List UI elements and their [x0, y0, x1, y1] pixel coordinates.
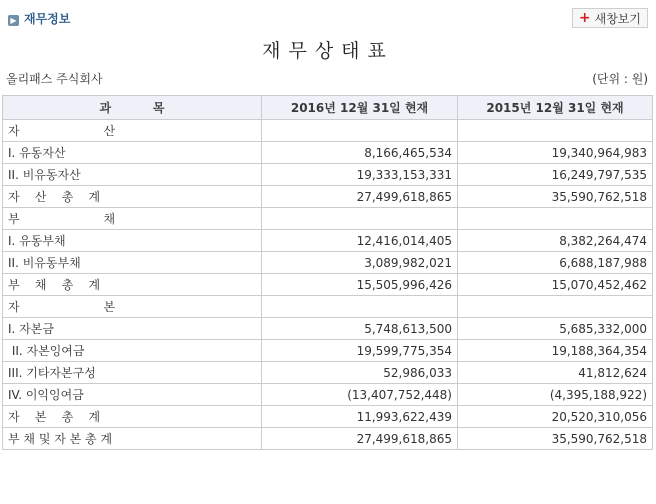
value-2015: 8,382,264,474	[458, 230, 653, 252]
value-2015: 35,590,762,518	[458, 186, 653, 208]
value-2015: 20,520,310,056	[458, 406, 653, 428]
value-2015: 19,340,964,983	[458, 142, 653, 164]
account-label: 자 본	[3, 296, 262, 318]
value-2016: 52,986,033	[262, 362, 458, 384]
value-2015	[458, 120, 653, 142]
value-2015	[458, 208, 653, 230]
value-2015: (4,395,188,922)	[458, 384, 653, 406]
value-2016: 27,499,618,865	[262, 186, 458, 208]
value-2016: 27,499,618,865	[262, 428, 458, 450]
value-2015	[458, 296, 653, 318]
value-2015: 15,070,452,462	[458, 274, 653, 296]
account-label: III. 기타자본구성	[3, 362, 262, 384]
account-label: IV. 이익잉여금	[3, 384, 262, 406]
value-2016: (13,407,752,448)	[262, 384, 458, 406]
arrow-icon: ▶	[8, 15, 19, 26]
table-row	[3, 318, 653, 340]
table-row	[3, 340, 653, 362]
column-header-2016: 2016년 12월 31일 현재	[262, 96, 458, 120]
account-label: II. 비유동부채	[3, 252, 262, 274]
value-2016: 8,166,465,534	[262, 142, 458, 164]
table-row	[3, 384, 653, 406]
column-header-2015: 2015년 12월 31일 현재	[458, 96, 653, 120]
table-row	[3, 428, 653, 450]
account-label: II. 자본잉여금	[3, 340, 262, 362]
value-2016	[262, 120, 458, 142]
plus-icon: +	[578, 10, 591, 26]
value-2015: 16,249,797,535	[458, 164, 653, 186]
table-row	[3, 208, 653, 230]
value-2015: 6,688,187,988	[458, 252, 653, 274]
table-row	[3, 120, 653, 142]
table-row	[3, 362, 653, 384]
table-header-row	[3, 96, 653, 120]
value-2016: 19,599,775,354	[262, 340, 458, 362]
account-label: 부 채 총 계	[3, 274, 262, 296]
account-label: II. 비유동자산	[3, 164, 262, 186]
value-2015: 5,685,332,000	[458, 318, 653, 340]
company-name: 올리패스 주식회사	[6, 72, 103, 86]
value-2016: 19,333,153,331	[262, 164, 458, 186]
account-label: I. 유동부채	[3, 230, 262, 252]
table-row	[3, 142, 653, 164]
unit-label: (단위 : 원)	[592, 72, 648, 86]
value-2016	[262, 296, 458, 318]
value-2016: 3,089,982,021	[262, 252, 458, 274]
section-header	[8, 8, 70, 28]
value-2015: 35,590,762,518	[458, 428, 653, 450]
value-2016: 11,993,622,439	[262, 406, 458, 428]
account-label: 부 채 및 자 본 총 계	[3, 428, 262, 450]
section-title: 재무정보	[24, 11, 71, 26]
account-label: 부 채	[3, 208, 262, 230]
account-label: 자 산	[3, 120, 262, 142]
table-row	[3, 274, 653, 296]
table-row	[3, 296, 653, 318]
value-2016: 12,416,014,405	[262, 230, 458, 252]
new-window-button[interactable]	[572, 8, 648, 28]
table-row	[3, 230, 653, 252]
value-2016	[262, 208, 458, 230]
table-row	[3, 164, 653, 186]
balance-sheet-table	[2, 95, 653, 450]
table-row	[3, 186, 653, 208]
value-2016: 5,748,613,500	[262, 318, 458, 340]
account-label: I. 자본금	[3, 318, 262, 340]
account-label: I. 유동자산	[3, 142, 262, 164]
table-row	[3, 252, 653, 274]
page-title: 재무상태표	[262, 40, 394, 62]
value-2015: 41,812,624	[458, 362, 653, 384]
new-window-label: 새창보기	[594, 11, 641, 26]
account-label: 자 산 총 계	[3, 186, 262, 208]
account-label: 자 본 총 계	[3, 406, 262, 428]
value-2016: 15,505,996,426	[262, 274, 458, 296]
table-row	[3, 406, 653, 428]
column-header-account: 과 목	[3, 96, 262, 120]
value-2015: 19,188,364,354	[458, 340, 653, 362]
